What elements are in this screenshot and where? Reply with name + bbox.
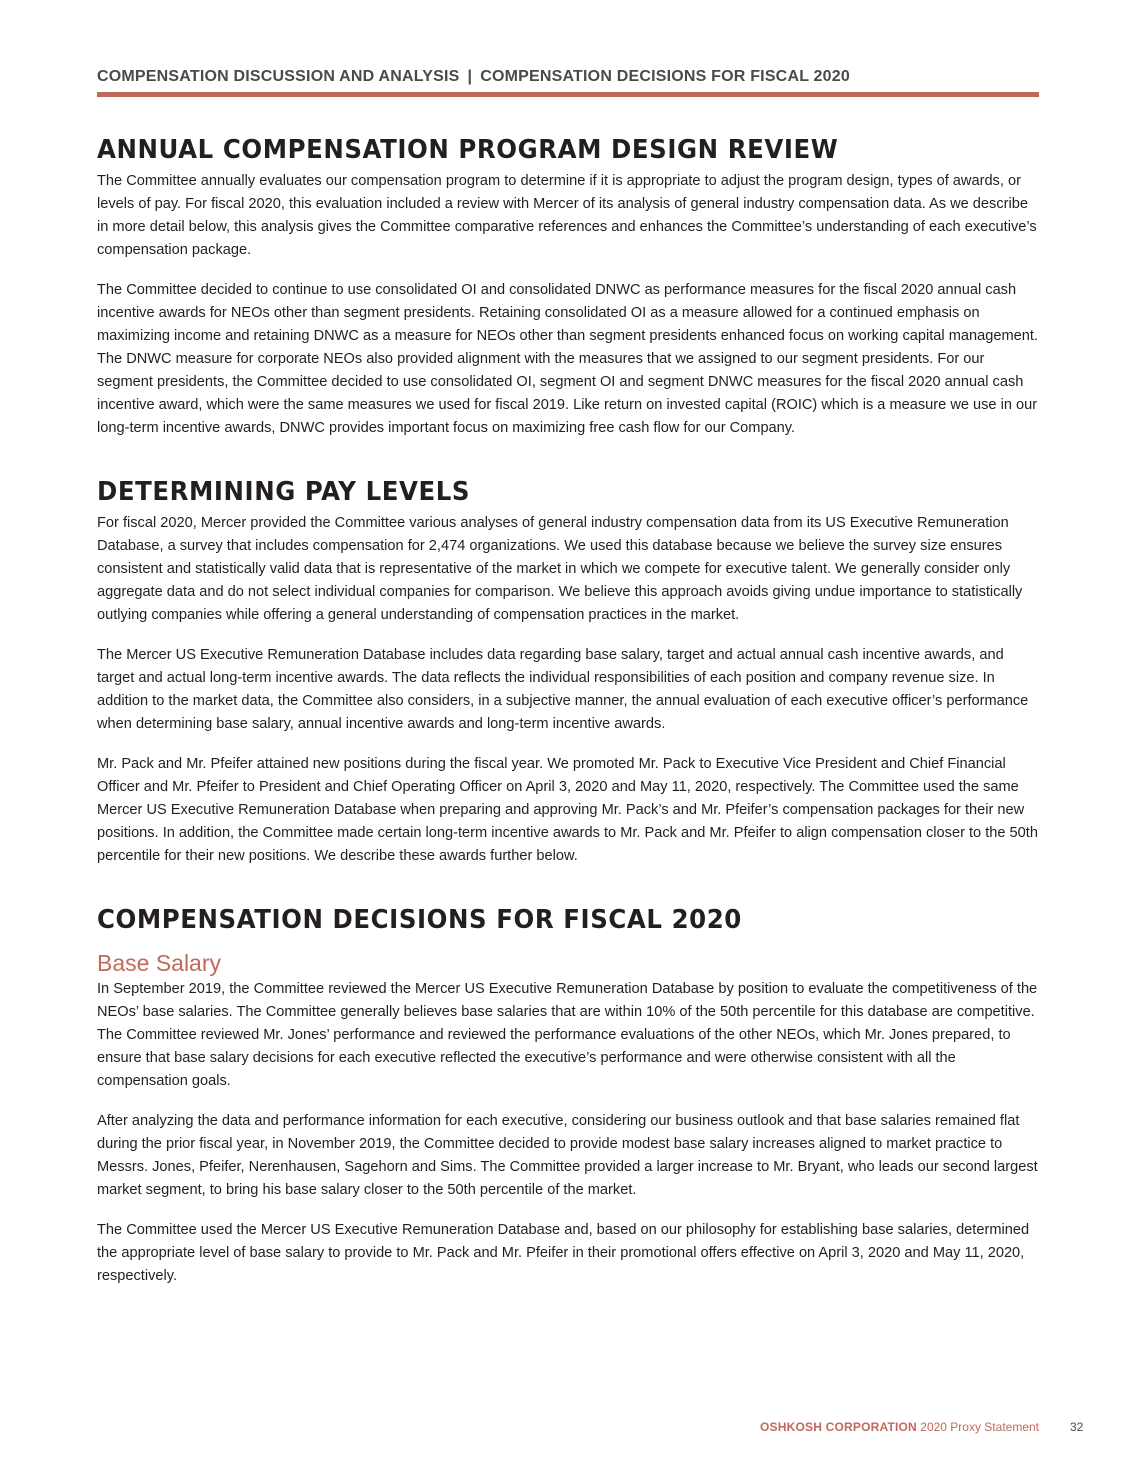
section-title-determining-pay-levels: DETERMINING PAY LEVELS	[97, 477, 471, 507]
paragraph: Mr. Pack and Mr. Pfeifer attained new positions during the fiscal year. We promoted Mr. Pack to Executive Vice President and Chief Financial Officer and Mr. Pfeifer to President and Chief Operating Officer on April 3, 2020 and May 11, 2020, respectively. The Committee used the same Mercer US Executive Remuneration Database when preparing and approving Mr. Pack’s and Mr. Pfeifer’s compensation packages for their new positions. In addition, the Committee made certain long-term incentive awards to Mr. Pack and Mr. Pfeifer to align compensation closer to the 50th percentile for their new positions. We describe these awards further below.	[97, 756, 1038, 864]
page-content	[97, 66, 1039, 1288]
running-header-topic: COMPENSATION DECISIONS FOR FISCAL 2020	[480, 68, 850, 85]
paragraph: The Mercer US Executive Remuneration Database includes data regarding base salary, target and actual annual cash incentive awards, and target and actual long-term incentive awards. The data reflects the individual responsibilities of each position and company revenue size. In addition to the market data, the Committee also considers, in a subjective manner, the annual evaluation of each executive officer’s performance when determining base salary, annual incentive awards and long-term incentive awards.	[97, 647, 1029, 732]
header-rule	[97, 92, 1039, 97]
section-title-compensation-decisions: COMPENSATION DECISIONS FOR FISCAL 2020	[97, 905, 742, 935]
footer-company-name: OSHKOSH CORPORATION	[760, 1420, 917, 1434]
paragraph: After analyzing the data and performance information for each executive, considering our business outlook and that base salaries remained flat during the prior fiscal year, in November 2019, the Committee decided to provide modest base salary increases aligned to market practice to Messrs. Jones, Pfeifer, Nerenhausen, Sagehorn and Sims. The Committee provided a larger increase to Mr. Bryant, who leads our second largest market segment, to bring his base salary closer to the 50th percentile of the market.	[97, 1113, 1038, 1198]
paragraph: The Committee used the Mercer US Executive Remuneration Database and, based on our philosophy for establishing base salaries, determined the appropriate level of base salary to provide to Mr. Pack and Mr. Pfeifer in their promotional offers effective on April 3, 2020 and May 11, 2020, respectively.	[97, 1222, 1030, 1284]
footer-brand	[760, 1417, 1039, 1437]
section-title-program-design-review: ANNUAL COMPENSATION PROGRAM DESIGN REVIEW	[97, 135, 839, 165]
running-header-separator: |	[467, 68, 473, 85]
subsection-title-base-salary: Base Salary	[97, 950, 222, 976]
footer-document-name: 2020 Proxy Statement	[920, 1420, 1039, 1434]
paragraph: The Committee decided to continue to use consolidated OI and consolidated DNWC as performance measures for the fiscal 2020 annual cash incentive awards for NEOs other than segment presidents. Retaining consolidated OI as a measure allowed for a continued emphasis on maximizing income and retaining DNWC as a measure for NEOs other than segment presidents enhanced focus on working capital management. The DNWC measure for corporate NEOs also provided alignment with the measures that we assigned to our segment presidents. For our segment presidents, the Committee decided to use consolidated OI, segment OI and segment DNWC measures for the fiscal 2020 annual cash incentive award, which were the same measures we used for fiscal 2019. Like return on invested capital (ROIC) which is a measure we use in our long-term incentive awards, DNWC provides important focus on maximizing free cash flow for our Company.	[97, 282, 1038, 436]
page-number: 32	[1070, 1420, 1084, 1434]
paragraph: In September 2019, the Committee reviewed the Mercer US Executive Remuneration Database by position to evaluate the competitiveness of the NEOs’ base salaries. The Committee generally believes base salaries that are within 10% of the 50th percentile for this database are competitive. The Committee reviewed Mr. Jones’ performance and reviewed the performance evaluations of the other NEOs, which Mr. Jones prepared, to ensure that base salary decisions for each executive reflected the executive’s performance and were otherwise consistent with all the compensation goals.	[97, 981, 1038, 1089]
running-header	[97, 66, 1039, 88]
paragraph: The Committee annually evaluates our compensation program to determine if it is appropriate to adjust the program design, types of awards, or levels of pay. For fiscal 2020, this evaluation included a review with Mercer of its analysis of general industry compensation data. As we describe in more detail below, this analysis gives the Committee comparative references and enhances the Committee’s understanding of each executive’s compensation package.	[97, 173, 1037, 258]
page-footer	[0, 1417, 1135, 1437]
paragraph: For fiscal 2020, Mercer provided the Committee various analyses of general industry compensation data from its US Executive Remuneration Database, a survey that includes compensation for 2,474 organizations. We used this database because we believe the survey size ensures consistent and statistically valid data that is representative of the market in which we compete for executive talent. We generally consider only aggregate data and do not select individual companies for comparison. We believe this approach avoids giving undue importance to statistically outlying companies while offering a general understanding of compensation practices in the market.	[97, 515, 1023, 623]
running-header-section: COMPENSATION DISCUSSION AND ANALYSIS	[97, 68, 460, 85]
